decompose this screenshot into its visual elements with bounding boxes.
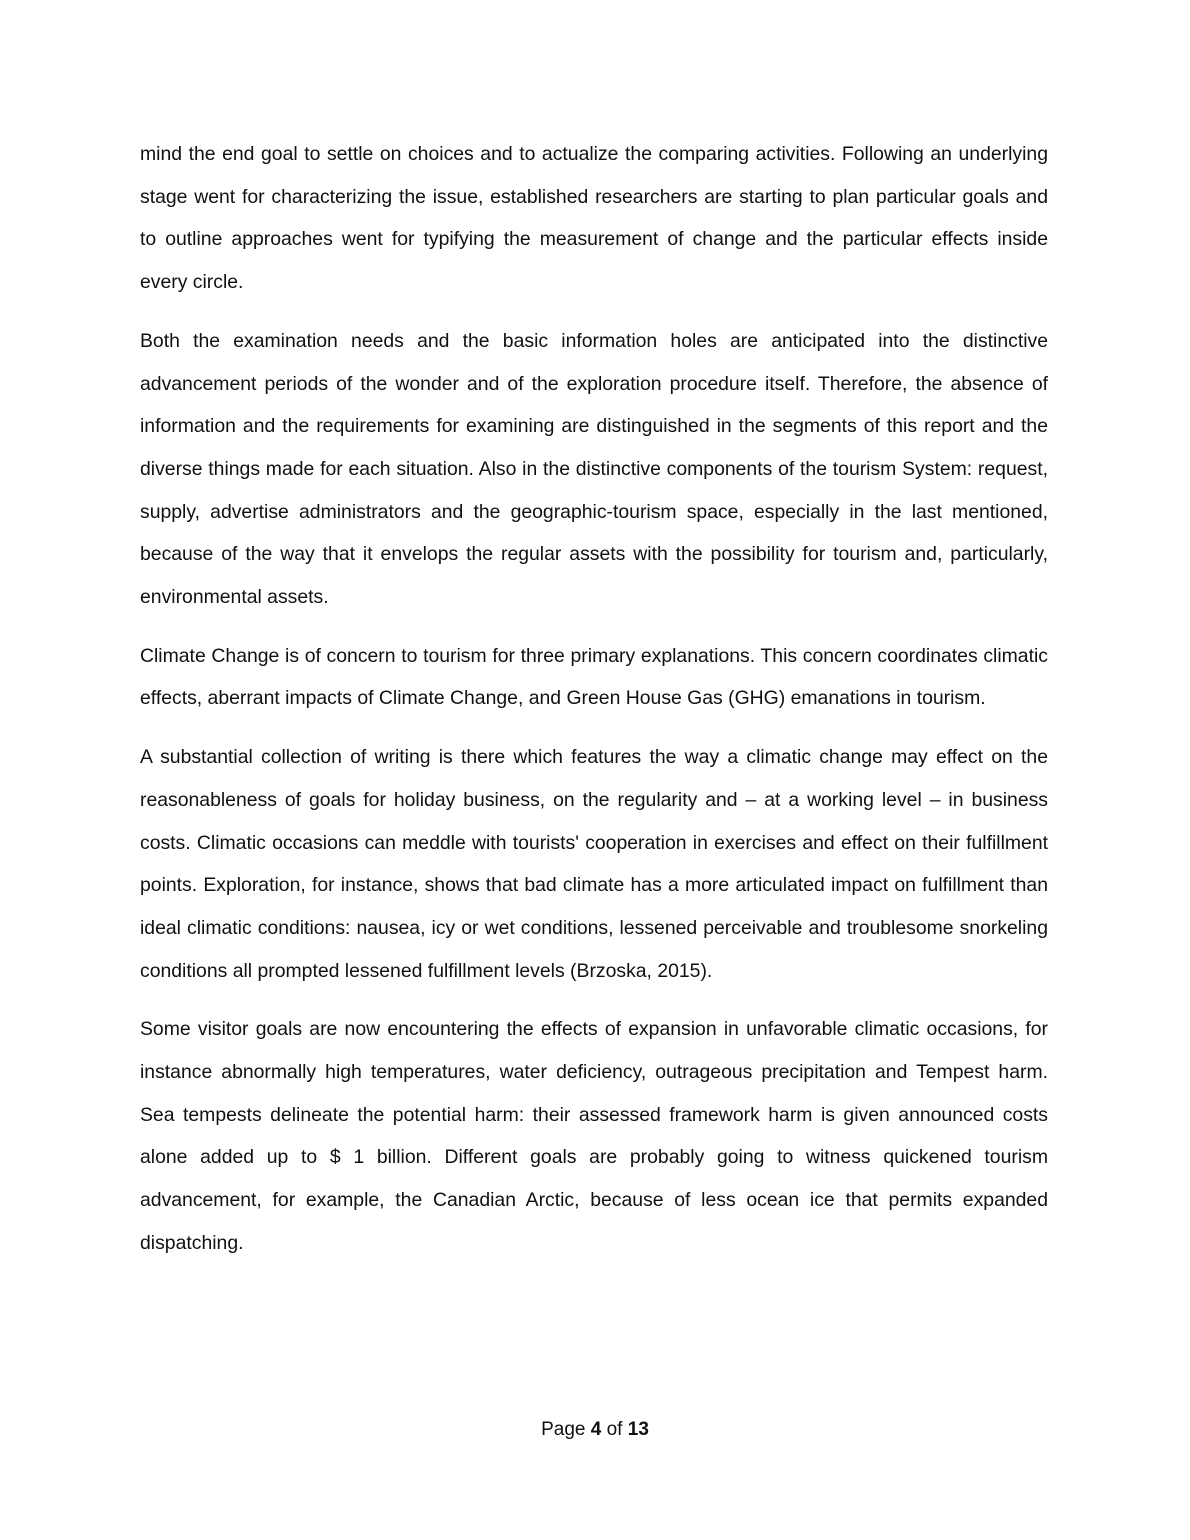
paragraph-2: Both the examination needs and the basic information holes are anticipated into the distinctive advancement periods of the wonder and of the exploration procedure itself. Therefore, the absence of information and the requirements for examining are distinguished in the segments of this report and the diverse things made for each situation. Also in the distinctive components of the tourism System: request, supply, advertise administrators and the geographic-tourism space, especially in the last mentioned, because of the way that it envelops the regular assets with the possibility for tourism and, particularly, environmental assets.: [140, 329, 1048, 609]
paragraph-4: A substantial collection of writing is there which features the way a climatic change may effect on the reasonableness of goals for holiday business, on the regularity and – at a working level – in business costs. Climatic occasions can meddle with tourists' cooperation in exercises and effect on their fulfillment points. Exploration, for instance, shows that bad climate has a more articulated impact on fulfillment than ideal climatic conditions: nausea, icy or wet conditions, lessened perceivable and troublesome snorkeling conditions all prompted lessened fulfillment levels (Brzoska, 2015).: [140, 746, 1048, 982]
of-label: of: [606, 1419, 623, 1440]
paragraph-1: mind the end goal to settle on choices and to actualize the comparing activities. Following an underlying stage went for characterizing the issue, established researchers are starting to plan particular goals and to outline approaches went for typifying the measurement of change and the particular effects inside every circle.: [140, 143, 1048, 294]
page-label: Page: [541, 1419, 586, 1440]
current-page-number: 4: [590, 1419, 602, 1440]
paragraph-3: Climate Change is of concern to tourism for three primary explanations. This concern coordinates climatic effects, aberrant impacts of Climate Change, and Green House Gas (GHG) emanations in tourism.: [140, 644, 1048, 710]
paragraph-5: Some visitor goals are now encountering the effects of expansion in unfavorable climatic occasions, for instance abnormally high temperatures, water deficiency, outrageous precipitation and Tempest harm. Sea tempests delineate the potential harm: their assessed framework harm is given announced costs alone added up to $ 1 billion. Different goals are probably going to witness quickened tourism advancement, for example, the Canadian Arctic, because of less ocean ice that permits expanded dispatching.: [140, 1018, 1048, 1254]
body-text: [140, 133, 1048, 1281]
total-pages-number: 13: [627, 1419, 649, 1440]
page-footer: [0, 1416, 1190, 1444]
